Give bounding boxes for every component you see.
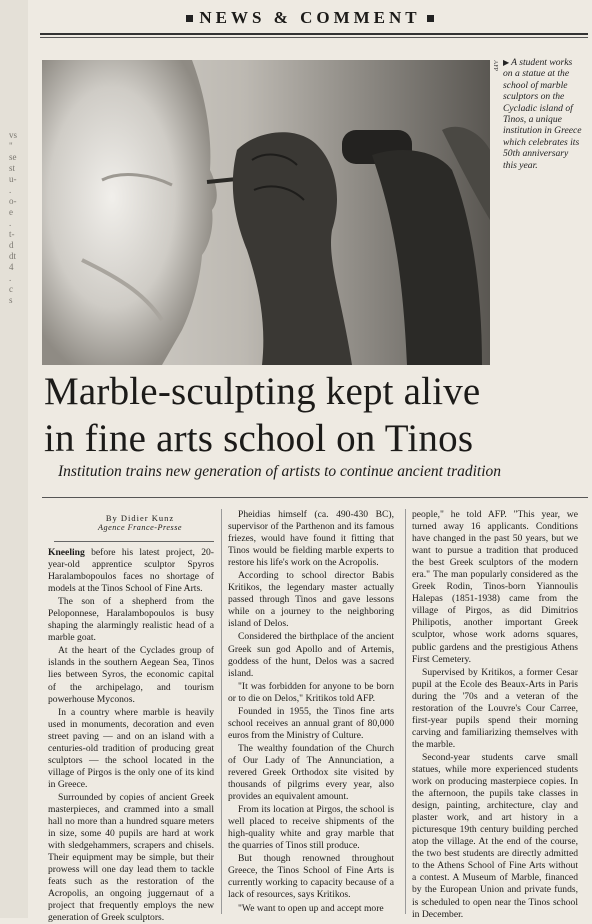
article-column-1 [48,547,214,924]
caption-text: A student works on a statue at the school of marble sculptors on the Cycladic island of Tinos, a unique institution in Greece which celebrates its 50th anniversary this year. [503,57,582,171]
paragraph: Founded in 1955, the Tinos fine arts school receives an annual grant of 80,000 euros from the Ministry of Culture. [228,705,394,741]
paragraph-text: before his latest project, 20-year-old apprentice sculptor Spyros Haralambopoulos faces no shortage of models at the Tinos School of Fine Arts. [48,547,214,595]
header-rule-thin [40,37,588,38]
section-title: NEWS & COMMENT [199,8,421,27]
article-column-2 [228,509,394,915]
square-ornament-icon [427,15,434,22]
photo-credit: AFP [492,60,498,72]
byline-agency: Agence France-Presse [97,523,183,532]
paragraph: In a country where marble is heavily used in monuments, decoration and even street paving — and on an island with a centuries-old tradition of producing great sculptors — the school located in the village of Pirgos is the only one of its kind in Greece. [48,706,214,790]
paragraph: Pheidias himself (ca. 490-430 BC), supervisor of the Parthenon and its famous friezes, would have found it fitting that Tinos would be fielding marble experts to restore his life's work on the Acropolis. [228,509,394,569]
photo-caption [503,57,583,171]
paragraph: According to school director Babis Kritikos, the legendary master actually passed through Tinos and gave lessons while on a journey to the neighboring island of Delos. [228,570,394,630]
deck-rule [42,497,588,498]
column-divider [221,509,222,914]
paragraph: The wealthy foundation of the Church of Our Lady of The Annunciation, a revered Greek Orthodox site visited by thousands of pilgrims every year, also provides an equivalent amount. [228,742,394,803]
article-photo [42,60,490,365]
paragraph: But though renowned throughout Greece, the Tinos School of Fine Arts is currently working to capacity because of a lack of resources, says Kritikos. [228,853,394,901]
paragraph: "It was forbidden for anyone to be born or to die on Delos," Kritikos told AFP. [228,680,394,704]
section-header [100,6,520,30]
paragraph: Surrounded by copies of ancient Greek masterpieces, and crammed into a small hall no more than a hundred square meters in size, some 40 pupils are hard at work with sledgehammers, scrapers and chisels. Their equipment may be simple, but their prowess will one day lead them to tackle feats such as the restoration of the Acropolis, an ongoing juggernaut of a project that frequently employs the new generation of Greek sculptors. [48,791,214,924]
bleed-through-text: vs " se st u- . o- e . t- d dt 4 . c s [9,130,18,305]
paragraph: people," he told AFP. "This year, we turned away 16 applicants. Conditions have changed in the past 50 years, but we want to pursue a tradition that produced the best Greek sculptors of the modern era." The man popularly considered as the Greek Rodin, Tinos-born Yiannoulis Halepas (1851-1938) came from the village of Pirgos, as did Dimitrios Philipotis, another important Greek sculptor, whose work adorns squares, public gardens and the prestigious Athens First Cemetery. [412,509,578,665]
header-rule [40,33,588,35]
paragraph: Second-year students carve small statues, while more experienced students work on producing masterpiece copies. In the afternoon, the pupils take classes in design, painting, architecture, clay and plaster work, and art history in a picturesque 19th century building perched atop the village. At the end of the course, the two best students are directly admitted to the Athens School of Fine Arts without a contest. A Museum of Marble, financed by the European Union and private funds, is scheduled to open near the Tinos school in December. [412,751,578,920]
byline-name: By Didier Kunz [105,513,175,523]
paragraph: From its location at Pirgos, the school is well placed to receive shipments of the high-quality white and gray marble that the quarries of Tinos still produce. [228,804,394,852]
byline [70,513,210,532]
paragraph: At the heart of the Cyclades group of islands in the southern Aegean Sea, Tinos lies between Syros, the economic capital of the archipelago, and tourism powerhouse Myconos. [48,645,214,705]
column-divider [405,509,406,914]
triangle-bullet-icon: ▶ [503,58,512,67]
deck: Institution trains new generation of artists to continue ancient tradition [58,463,502,480]
paragraph: "We want to open up and accept more [238,902,384,914]
headline-line-1: Marble-sculpting kept alive [44,370,481,413]
headline-line-2: in fine arts school on Tinos [44,417,474,460]
paragraph [48,547,214,595]
lead-word: Kneeling [48,547,85,558]
headline [44,368,589,462]
paragraph: The son of a shepherd from the Peloponnese, Haralambopoulos is busy shaping the alarmingly realistic head of a marble goat. [48,596,214,644]
square-ornament-icon [186,15,193,22]
paragraph: Supervised by Kritikos, a former Cesar pupil at the Ecole des Beaux-Arts in Paris during the '70s and a veteran of the restoration of the Louvre's Cour Carree, first-year pupils spend their morning carving and familiarizing themselves with the marble. [412,666,578,750]
article-column-3 [412,509,578,921]
byline-rule [54,541,214,542]
paragraph: Considered the birthplace of the ancient Greek sun god Apollo and of Artemis, goddess of the hunt, Delos was a sacred island. [228,631,394,679]
